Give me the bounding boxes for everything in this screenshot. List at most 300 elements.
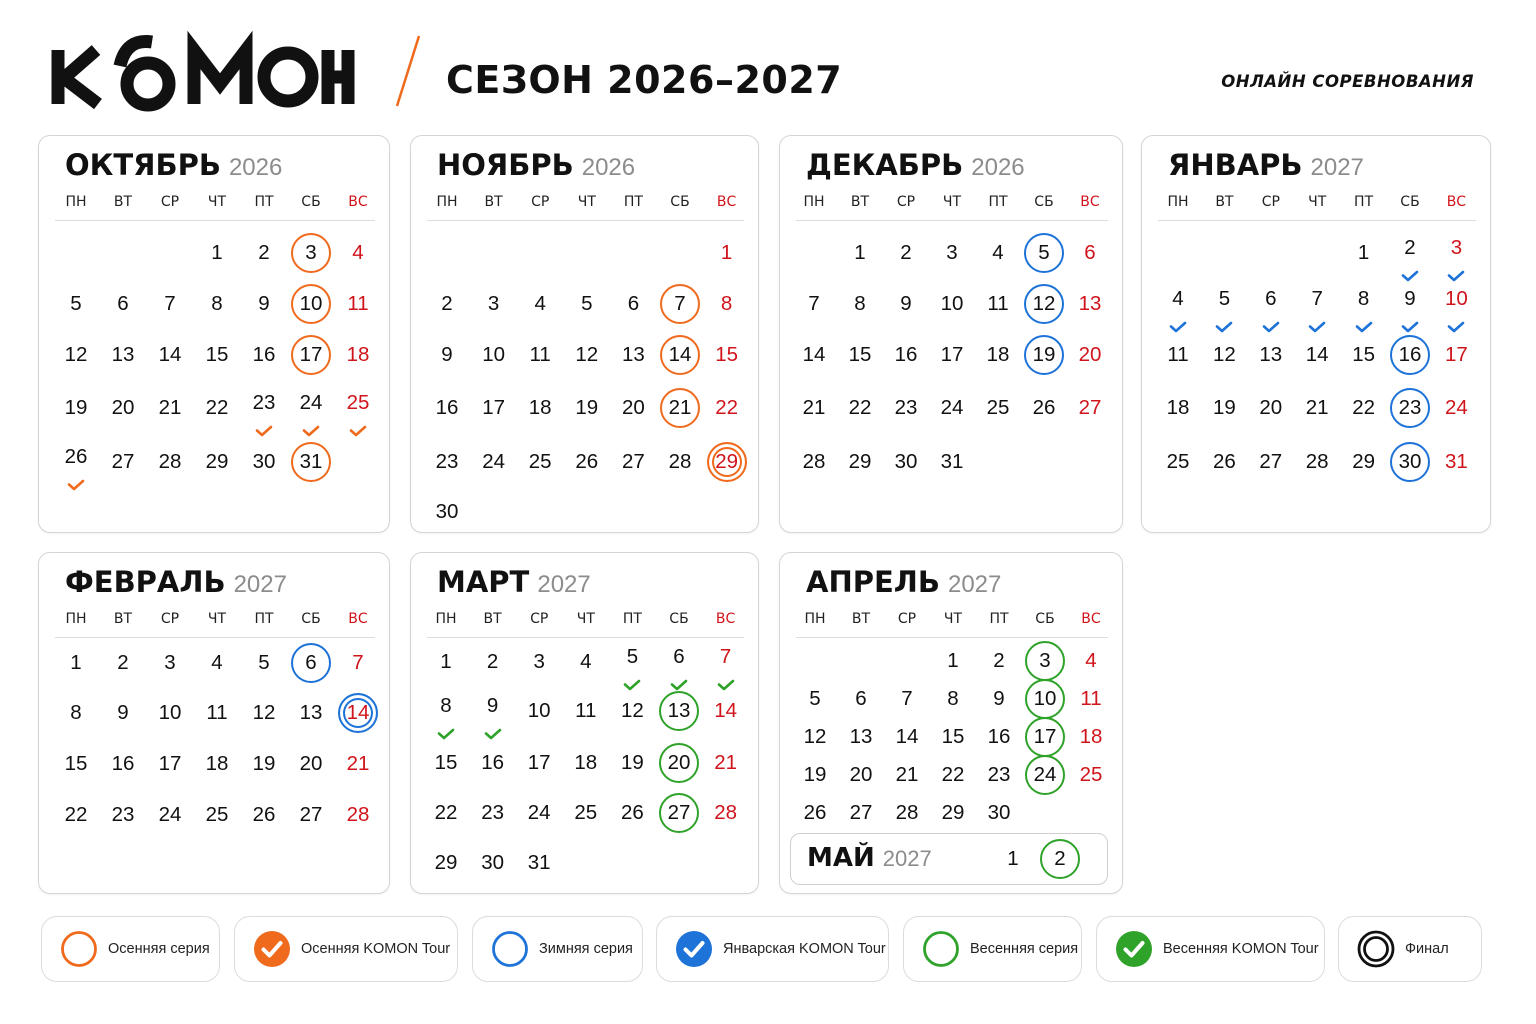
day-cell[interactable]: 19 (620, 751, 644, 774)
day-cell[interactable]: 6 (855, 687, 867, 710)
day-cell[interactable]: 10 (1444, 287, 1468, 310)
day-cell[interactable]: 14 (158, 343, 182, 366)
month-7 (779, 552, 1123, 894)
day-cell[interactable]: 25 (346, 391, 370, 414)
day-cell[interactable]: 27 (849, 801, 873, 824)
day-cell[interactable]: 27 (111, 450, 135, 473)
day-cell[interactable]: 17 (482, 396, 505, 419)
day-cell[interactable]: 5 (626, 645, 639, 668)
day-cell[interactable]: 22 (64, 803, 88, 826)
day-cell[interactable]: 20 (299, 752, 323, 775)
day-cell[interactable]: 10 (158, 701, 182, 724)
day-cell[interactable]: 9 (993, 687, 1005, 710)
day-cell[interactable]: 1 (211, 241, 223, 264)
day-cell[interactable]: 4 (1085, 649, 1097, 672)
day-cell[interactable]: 28 (714, 801, 737, 824)
day-cell[interactable]: 1 (720, 241, 733, 264)
weekday-header: СБ (301, 194, 321, 210)
day-cell[interactable]: 26 (252, 803, 276, 826)
weekday-header: ВТ (113, 194, 133, 210)
weekday-header: СБ (301, 611, 321, 627)
day-cell[interactable]: 27 (299, 803, 323, 826)
day-cell[interactable]: 15 (64, 752, 88, 775)
day-cell[interactable]: 25 (1166, 450, 1190, 473)
legend-label: Весенняя серия (970, 941, 1079, 957)
day-cell[interactable]: 16 (987, 725, 1011, 748)
day-cell[interactable]: 22 (205, 396, 229, 419)
day-cell[interactable]: 5 (258, 651, 270, 674)
weekday-divider (55, 220, 375, 221)
day-cell[interactable]: 18 (528, 396, 552, 419)
day-cell[interactable]: 12 (803, 725, 827, 748)
day-cell[interactable]: 12 (1024, 284, 1064, 324)
checkmark-icon (484, 725, 502, 737)
day-cell[interactable]: 15 (205, 343, 229, 366)
day-cell[interactable]: 24 (299, 391, 323, 414)
day-cell[interactable]: 12 (620, 699, 644, 722)
day-cell[interactable]: 7 (901, 687, 913, 710)
checkmark-icon (1169, 318, 1187, 330)
day-cell[interactable]: 16 (435, 396, 459, 419)
day-cell[interactable]: 23 (111, 803, 135, 826)
day-cell[interactable]: 19 (1212, 396, 1236, 419)
weekday-header: СР (896, 194, 916, 210)
day-cell[interactable]: 22 (941, 763, 965, 786)
day-cell[interactable]: 9 (900, 292, 912, 315)
day-cell[interactable]: 6 (627, 292, 640, 315)
day-cell[interactable]: 4 (992, 241, 1004, 264)
day-cell[interactable]: 15 (941, 725, 965, 748)
day-cell[interactable]: 28 (895, 801, 919, 824)
day-cell[interactable]: 11 (1167, 343, 1189, 366)
weekday-header: ВТ (1215, 194, 1234, 210)
legend-item (1096, 916, 1325, 982)
day-cell[interactable]: 11 (347, 292, 369, 315)
day-cell[interactable]: 22 (434, 801, 458, 824)
day-cell[interactable]: 24 (158, 803, 182, 826)
day-cell[interactable]: 7 (808, 292, 820, 315)
day-cell[interactable]: 23 (987, 763, 1011, 786)
checkmark-icon (1308, 318, 1326, 330)
day-cell[interactable]: 9 (1404, 287, 1416, 310)
weekday-header: ВТ (851, 611, 871, 627)
day-cell[interactable]: 5 (70, 292, 82, 315)
weekday-header: СБ (669, 611, 689, 627)
day-cell[interactable]: 18 (1079, 725, 1103, 748)
day-cell[interactable]: 29 (848, 450, 872, 473)
weekday-header: ВТ (113, 611, 133, 627)
day-cell[interactable]: 31 (527, 851, 551, 874)
checkmark-icon (349, 422, 367, 434)
day-cell[interactable]: 13 (111, 343, 135, 366)
day-cell[interactable]: 19 (575, 396, 599, 419)
day-cell[interactable]: 20 (111, 396, 135, 419)
weekday-header: ВС (348, 194, 368, 210)
day-cell[interactable]: 3 (291, 233, 331, 273)
day-cell[interactable]: 24 (1025, 755, 1065, 795)
day-cell[interactable]: 30 (435, 500, 459, 523)
month-year: 2027 (233, 571, 287, 598)
day-cell[interactable]: 18 (346, 343, 370, 366)
day-cell[interactable]: 30 (987, 801, 1011, 824)
weekday-divider (55, 637, 375, 638)
day-cell[interactable]: 7 (660, 284, 700, 324)
day-cell[interactable]: 26 (575, 450, 599, 473)
day-cell[interactable]: 31 (1444, 450, 1468, 473)
weekday-header: ЧТ (1308, 194, 1327, 210)
checkmark-icon (623, 676, 641, 688)
weekday-header: СР (531, 194, 550, 210)
day-cell[interactable]: 5 (1218, 287, 1231, 310)
day-cell[interactable]: 19 (1024, 335, 1064, 375)
day-cell[interactable]: 6 (673, 645, 685, 668)
checkmark-icon (302, 422, 320, 434)
day-cell[interactable]: 18 (574, 751, 598, 774)
day-cell[interactable]: 8 (1357, 287, 1370, 310)
day-cell[interactable]: 16 (481, 751, 504, 774)
day-cell[interactable]: 24 (482, 450, 505, 473)
weekday-divider (796, 637, 1108, 638)
day-cell[interactable]: 18 (205, 752, 229, 775)
checkmark-icon (670, 676, 688, 688)
day-cell[interactable]: 3 (1025, 641, 1065, 681)
day-cell[interactable]: 26 (64, 445, 88, 468)
day-cell[interactable]: 30 (252, 450, 276, 473)
legend-item (656, 916, 889, 982)
day-cell[interactable]: 26 (803, 801, 827, 824)
day-cell[interactable]: 20 (1078, 343, 1102, 366)
komon-logo (48, 22, 368, 122)
day-cell[interactable]: 8 (211, 292, 223, 315)
day-cell[interactable]: 13 (299, 701, 323, 724)
day-cell[interactable]: 2 (441, 292, 453, 315)
day-cell[interactable]: 3 (1450, 236, 1463, 259)
day-cell[interactable]: 21 (895, 763, 919, 786)
day-cell[interactable]: 5 (809, 687, 821, 710)
checkmark-icon (437, 725, 455, 737)
header (0, 0, 1536, 130)
day-cell[interactable]: 8 (440, 694, 452, 717)
day-cell[interactable]: 21 (346, 752, 370, 775)
month-name: АПРЕЛЬ (806, 565, 940, 599)
day-cell[interactable]: 14 (338, 693, 378, 733)
weekday-header: ВТ (484, 194, 503, 210)
legend-item (234, 916, 458, 982)
day-cell[interactable]: 29 (1352, 450, 1375, 473)
check-circle-icon (1115, 930, 1153, 968)
day-cell[interactable]: 9 (486, 694, 499, 717)
day-cell[interactable]: 14 (802, 343, 826, 366)
day-cell[interactable]: 7 (352, 651, 364, 674)
day-cell[interactable]: 17 (1444, 343, 1468, 366)
day-cell[interactable]: 27 (1078, 396, 1102, 419)
legend-item (41, 916, 220, 982)
weekday-header: ПН (435, 611, 457, 627)
day-cell[interactable]: 27 (621, 450, 645, 473)
day-cell[interactable]: 25 (205, 803, 229, 826)
day-cell[interactable]: 6 (291, 643, 331, 683)
weekday-header: ПН (65, 194, 87, 210)
day-cell[interactable]: 27 (659, 793, 699, 833)
day-cell[interactable]: 12 (575, 343, 599, 366)
day-cell[interactable]: 6 (1084, 241, 1096, 264)
day-cell[interactable]: 20 (659, 743, 699, 783)
day-cell[interactable]: 17 (1025, 717, 1065, 757)
day-cell[interactable]: 17 (940, 343, 964, 366)
day-cell[interactable]: 26 (1032, 396, 1056, 419)
day-cell[interactable]: 29 (707, 442, 747, 482)
day-cell[interactable]: 23 (481, 801, 504, 824)
day-cell[interactable]: 29 (205, 450, 229, 473)
day-cell[interactable]: 28 (1305, 450, 1329, 473)
day-cell[interactable]: 22 (1352, 396, 1375, 419)
day-cell[interactable]: 2 (1040, 839, 1080, 879)
weekday-header: ВС (716, 194, 737, 210)
day-cell[interactable]: 17 (527, 751, 551, 774)
day-cell[interactable]: 8 (854, 292, 866, 315)
day-cell[interactable]: 25 (1079, 763, 1103, 786)
day-cell[interactable]: 5 (581, 292, 593, 315)
day-cell[interactable]: 21 (714, 751, 737, 774)
day-cell[interactable]: 1 (440, 650, 452, 673)
day-cell[interactable]: 1 (70, 651, 82, 674)
weekday-header: ВС (1080, 194, 1100, 210)
weekday-header: ПН (804, 611, 826, 627)
day-cell[interactable]: 3 (487, 292, 500, 315)
day-cell[interactable]: 2 (486, 650, 499, 673)
day-cell[interactable]: 16 (1390, 335, 1430, 375)
day-cell[interactable]: 14 (714, 699, 737, 722)
month-title (807, 843, 932, 873)
season-title: СЕЗОН 2026–2027 (446, 58, 843, 102)
day-cell[interactable]: 22 (848, 396, 872, 419)
day-cell[interactable]: 19 (252, 752, 276, 775)
day-cell[interactable]: 10 (1025, 679, 1065, 719)
weekday-header: СБ (1035, 611, 1055, 627)
month-may (790, 833, 1108, 885)
day-cell[interactable]: 31 (291, 442, 331, 482)
day-cell[interactable]: 28 (346, 803, 370, 826)
month-title (437, 148, 635, 182)
day-cell[interactable]: 10 (940, 292, 964, 315)
day-cell[interactable]: 12 (1212, 343, 1236, 366)
month-name: ФЕВРАЛЬ (65, 565, 226, 599)
day-cell[interactable]: 13 (849, 725, 873, 748)
weekday-header: ПН (436, 194, 458, 210)
day-cell[interactable]: 8 (947, 687, 959, 710)
day-cell[interactable]: 26 (620, 801, 644, 824)
checkmark-icon (67, 476, 85, 488)
day-cell[interactable]: 23 (435, 450, 459, 473)
weekday-header: ЧТ (942, 194, 962, 210)
month-4 (1141, 135, 1491, 533)
month-1 (38, 135, 390, 533)
day-cell[interactable]: 25 (528, 450, 552, 473)
day-cell[interactable]: 4 (534, 292, 546, 315)
weekday-header: ПТ (622, 611, 642, 627)
day-cell[interactable]: 27 (1259, 450, 1283, 473)
checkmark-icon (717, 676, 735, 688)
day-cell[interactable]: 24 (1444, 396, 1468, 419)
day-cell[interactable]: 1 (947, 649, 959, 672)
day-cell[interactable]: 16 (894, 343, 918, 366)
day-cell[interactable]: 8 (720, 292, 733, 315)
day-cell[interactable]: 23 (1390, 388, 1430, 428)
day-cell[interactable]: 11 (575, 699, 597, 722)
day-cell[interactable]: 15 (848, 343, 872, 366)
day-cell[interactable]: 14 (1305, 343, 1329, 366)
weekday-header: ВС (1081, 611, 1101, 627)
legend-label: Зимняя серия (539, 941, 633, 957)
day-cell[interactable]: 11 (1080, 687, 1102, 710)
day-cell[interactable]: 7 (164, 292, 176, 315)
day-cell[interactable]: 28 (668, 450, 692, 473)
day-cell[interactable]: 19 (64, 396, 88, 419)
weekday-header: ЧТ (207, 194, 227, 210)
day-cell[interactable]: 18 (1166, 396, 1190, 419)
day-cell[interactable]: 21 (1305, 396, 1329, 419)
day-cell[interactable]: 26 (1212, 450, 1236, 473)
day-cell[interactable]: 20 (621, 396, 645, 419)
day-cell[interactable]: 17 (291, 335, 331, 375)
day-cell[interactable]: 4 (1172, 287, 1184, 310)
ring-icon (491, 930, 529, 968)
day-cell[interactable]: 11 (206, 701, 228, 724)
day-cell[interactable]: 30 (1390, 442, 1430, 482)
day-cell[interactable]: 4 (211, 651, 223, 674)
day-cell[interactable]: 20 (849, 763, 873, 786)
month-title (806, 565, 1001, 599)
day-cell[interactable]: 2 (117, 651, 129, 674)
day-cell[interactable]: 3 (946, 241, 958, 264)
day-cell[interactable]: 13 (1078, 292, 1102, 315)
day-cell[interactable]: 5 (1024, 233, 1064, 273)
day-cell[interactable]: 6 (1265, 287, 1277, 310)
month-year: 2027 (947, 571, 1002, 598)
day-cell[interactable]: 2 (993, 649, 1005, 672)
page-subtitle: ОНЛАЙН СОРЕВНОВАНИЯ (1221, 72, 1474, 91)
day-cell[interactable]: 15 (1352, 343, 1375, 366)
day-cell[interactable]: 1 (1007, 847, 1019, 870)
weekday-header: ПТ (254, 194, 274, 210)
month-name: ОКТЯБРЬ (65, 148, 221, 182)
day-cell[interactable]: 7 (1311, 287, 1323, 310)
day-cell[interactable]: 23 (894, 396, 918, 419)
day-cell[interactable]: 11 (529, 343, 551, 366)
legend-item (903, 916, 1082, 982)
checkmark-icon (1215, 318, 1233, 330)
month-title (1168, 148, 1364, 182)
month-name: ДЕКАБРЬ (806, 148, 964, 182)
day-cell[interactable]: 31 (940, 450, 964, 473)
month-name: МАЙ (807, 843, 875, 873)
day-cell[interactable]: 7 (719, 645, 732, 668)
weekday-divider (427, 637, 744, 638)
day-cell[interactable]: 10 (527, 699, 551, 722)
weekday-header: СБ (1400, 194, 1420, 210)
day-cell[interactable]: 29 (434, 851, 458, 874)
day-cell[interactable]: 13 (1259, 343, 1283, 366)
weekday-header: ПТ (989, 611, 1009, 627)
day-cell[interactable]: 3 (164, 651, 176, 674)
day-cell[interactable]: 21 (802, 396, 826, 419)
day-cell[interactable]: 25 (986, 396, 1010, 419)
month-5 (38, 552, 390, 894)
weekday-header: ЧТ (207, 611, 227, 627)
day-cell[interactable]: 29 (941, 801, 965, 824)
day-cell[interactable]: 1 (854, 241, 866, 264)
day-cell[interactable]: 21 (660, 388, 700, 428)
ring-icon (922, 930, 960, 968)
day-cell[interactable]: 24 (940, 396, 964, 419)
day-cell[interactable]: 15 (715, 343, 738, 366)
day-cell[interactable]: 13 (659, 691, 699, 731)
day-cell[interactable]: 13 (621, 343, 645, 366)
divider-slash (393, 34, 427, 110)
day-cell[interactable]: 21 (158, 396, 182, 419)
day-cell[interactable]: 9 (441, 343, 453, 366)
day-cell[interactable]: 10 (482, 343, 505, 366)
month-year: 2027 (882, 846, 932, 871)
weekday-header: СР (1261, 194, 1280, 210)
day-cell[interactable]: 25 (574, 801, 598, 824)
day-cell[interactable]: 1 (1357, 241, 1370, 264)
month-name: НОЯБРЬ (437, 148, 574, 182)
day-cell[interactable]: 22 (715, 396, 738, 419)
day-cell[interactable]: 4 (580, 650, 592, 673)
day-cell[interactable]: 24 (527, 801, 551, 824)
weekday-header: СБ (1034, 194, 1054, 210)
day-cell[interactable]: 12 (252, 701, 276, 724)
day-cell[interactable]: 14 (895, 725, 919, 748)
day-cell[interactable]: 19 (803, 763, 827, 786)
weekday-header: ВС (715, 611, 736, 627)
day-cell[interactable]: 30 (894, 450, 918, 473)
day-cell[interactable]: 16 (252, 343, 276, 366)
day-cell[interactable]: 17 (158, 752, 182, 775)
day-cell[interactable]: 28 (158, 450, 182, 473)
day-cell[interactable]: 11 (987, 292, 1009, 315)
day-cell[interactable]: 3 (533, 650, 545, 673)
day-cell[interactable]: 16 (111, 752, 135, 775)
day-cell[interactable]: 9 (258, 292, 270, 315)
day-cell[interactable]: 30 (481, 851, 504, 874)
day-cell[interactable]: 18 (986, 343, 1010, 366)
day-cell[interactable]: 14 (660, 335, 700, 375)
month-6 (410, 552, 759, 894)
komon-logo-icon (48, 22, 368, 122)
day-cell[interactable]: 2 (1404, 236, 1416, 259)
day-cell[interactable]: 9 (117, 701, 129, 724)
month-year: 2027 (537, 571, 591, 598)
day-cell[interactable]: 6 (117, 292, 129, 315)
weekday-header: ПТ (623, 194, 643, 210)
month-3 (779, 135, 1123, 533)
day-cell[interactable]: 20 (1259, 396, 1283, 419)
day-cell[interactable]: 28 (802, 450, 826, 473)
day-cell[interactable]: 10 (291, 284, 331, 324)
weekday-header: СР (160, 194, 180, 210)
day-cell[interactable]: 23 (252, 391, 276, 414)
day-cell[interactable]: 12 (64, 343, 88, 366)
day-cell[interactable]: 4 (352, 241, 364, 264)
checkmark-icon (1401, 267, 1419, 279)
double-ring-icon (1357, 930, 1395, 968)
day-cell[interactable]: 2 (258, 241, 270, 264)
day-cell[interactable]: 15 (434, 751, 458, 774)
day-cell[interactable]: 2 (900, 241, 912, 264)
day-cell[interactable]: 8 (70, 701, 82, 724)
